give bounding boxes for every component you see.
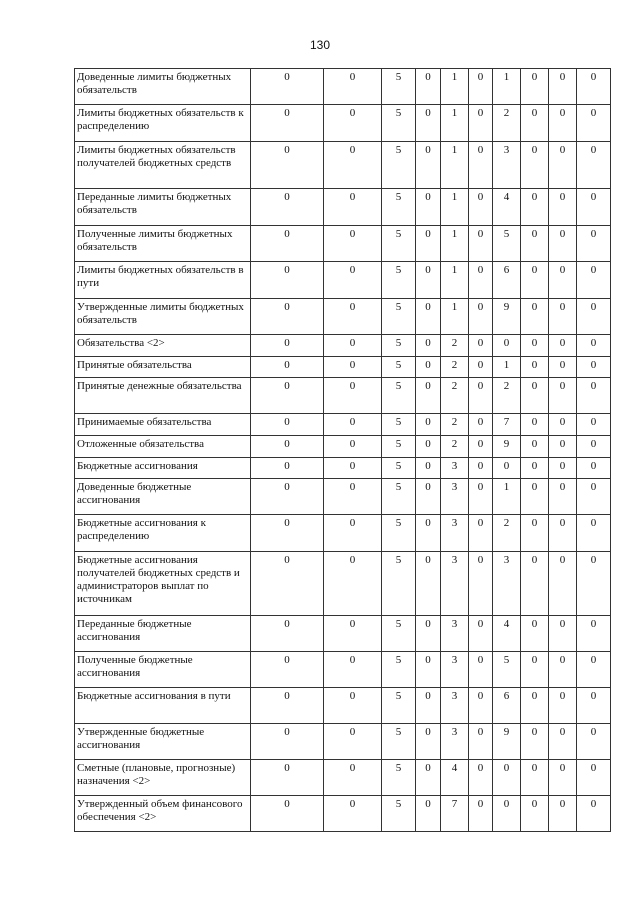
code-digit: 1 xyxy=(441,189,469,226)
table-row xyxy=(75,189,611,226)
code-digit: 0 xyxy=(251,458,324,479)
table-row xyxy=(75,226,611,262)
code-digit: 0 xyxy=(521,335,549,357)
code-digit: 0 xyxy=(521,105,549,142)
code-digit: 0 xyxy=(251,688,324,724)
table-row xyxy=(75,724,611,760)
row-name: Бюджетные ассигнования в пути xyxy=(75,688,251,724)
code-digit: 0 xyxy=(324,299,382,335)
row-name: Доведенные лимиты бюджетных обязательств xyxy=(75,69,251,105)
code-digit: 0 xyxy=(251,335,324,357)
code-digit: 0 xyxy=(549,724,577,760)
code-digit: 0 xyxy=(324,479,382,515)
code-digit: 0 xyxy=(521,515,549,552)
code-digit: 2 xyxy=(441,357,469,378)
code-digit: 1 xyxy=(493,357,521,378)
code-digit: 2 xyxy=(441,335,469,357)
code-digit: 0 xyxy=(416,335,441,357)
code-digit: 0 xyxy=(324,105,382,142)
code-digit: 2 xyxy=(493,515,521,552)
code-digit: 0 xyxy=(549,378,577,414)
code-digit: 0 xyxy=(324,69,382,105)
code-digit: 0 xyxy=(416,357,441,378)
code-digit: 5 xyxy=(382,458,416,479)
code-digit: 0 xyxy=(549,414,577,436)
code-digit: 0 xyxy=(251,262,324,299)
code-digit: 5 xyxy=(382,552,416,616)
code-digit: 5 xyxy=(382,796,416,832)
code-digit: 0 xyxy=(324,436,382,458)
code-digit: 5 xyxy=(382,262,416,299)
code-digit: 0 xyxy=(577,616,611,652)
code-digit: 0 xyxy=(549,189,577,226)
code-digit: 0 xyxy=(521,378,549,414)
code-digit: 5 xyxy=(382,724,416,760)
code-digit: 0 xyxy=(416,189,441,226)
code-digit: 0 xyxy=(549,688,577,724)
code-digit: 0 xyxy=(416,436,441,458)
row-name: Утвержденные бюджетные ассигнования xyxy=(75,724,251,760)
code-digit: 0 xyxy=(251,616,324,652)
code-digit: 0 xyxy=(469,796,493,832)
code-digit: 0 xyxy=(521,552,549,616)
row-name: Переданные бюджетные ассигнования xyxy=(75,616,251,652)
code-digit: 0 xyxy=(577,652,611,688)
code-digit: 0 xyxy=(521,299,549,335)
code-digit: 7 xyxy=(493,414,521,436)
row-name: Полученные бюджетные ассигнования xyxy=(75,652,251,688)
code-digit: 0 xyxy=(324,262,382,299)
code-digit: 3 xyxy=(441,458,469,479)
code-digit: 1 xyxy=(441,69,469,105)
row-name: Принимаемые обязательства xyxy=(75,414,251,436)
code-digit: 0 xyxy=(577,458,611,479)
code-digit: 0 xyxy=(416,142,441,189)
code-digit: 0 xyxy=(416,616,441,652)
table-row xyxy=(75,552,611,616)
code-digit: 1 xyxy=(493,69,521,105)
table-row xyxy=(75,796,611,832)
code-digit: 1 xyxy=(441,299,469,335)
table-row xyxy=(75,479,611,515)
code-digit: 0 xyxy=(251,69,324,105)
row-name: Отложенные обязательства xyxy=(75,436,251,458)
code-digit: 0 xyxy=(416,552,441,616)
code-digit: 0 xyxy=(577,414,611,436)
code-digit: 0 xyxy=(469,189,493,226)
code-digit: 0 xyxy=(251,142,324,189)
code-digit: 0 xyxy=(251,515,324,552)
code-digit: 9 xyxy=(493,436,521,458)
code-digit: 0 xyxy=(251,760,324,796)
code-digit: 3 xyxy=(493,142,521,189)
code-digit: 5 xyxy=(382,189,416,226)
row-name: Сметные (плановые, прогнозные) назначения <2> xyxy=(75,760,251,796)
code-digit: 0 xyxy=(469,69,493,105)
code-digit: 0 xyxy=(416,378,441,414)
code-digit: 6 xyxy=(493,262,521,299)
code-digit: 0 xyxy=(577,69,611,105)
code-digit: 3 xyxy=(441,652,469,688)
code-digit: 0 xyxy=(469,335,493,357)
code-digit: 0 xyxy=(577,515,611,552)
code-digit: 0 xyxy=(469,142,493,189)
code-digit: 0 xyxy=(251,299,324,335)
code-digit: 0 xyxy=(416,69,441,105)
code-digit: 7 xyxy=(441,796,469,832)
row-name: Бюджетные ассигнования к распределению xyxy=(75,515,251,552)
code-digit: 3 xyxy=(441,724,469,760)
code-digit: 0 xyxy=(251,414,324,436)
code-digit: 0 xyxy=(577,436,611,458)
code-digit: 2 xyxy=(441,378,469,414)
code-digit: 0 xyxy=(577,796,611,832)
table-row xyxy=(75,616,611,652)
code-digit: 0 xyxy=(521,189,549,226)
code-digit: 0 xyxy=(324,189,382,226)
code-digit: 2 xyxy=(493,378,521,414)
code-digit: 0 xyxy=(549,760,577,796)
table-row xyxy=(75,760,611,796)
code-digit: 4 xyxy=(493,616,521,652)
code-digit: 0 xyxy=(577,335,611,357)
code-digit: 0 xyxy=(324,414,382,436)
code-digit: 0 xyxy=(577,299,611,335)
row-name: Лимиты бюджетных обязательств к распределению xyxy=(75,105,251,142)
code-digit: 0 xyxy=(251,552,324,616)
code-digit: 0 xyxy=(521,688,549,724)
code-digit: 0 xyxy=(577,378,611,414)
accounts-table xyxy=(74,68,611,832)
row-name: Лимиты бюджетных обязательств получателей бюджетных средств xyxy=(75,142,251,189)
row-name: Переданные лимиты бюджетных обязательств xyxy=(75,189,251,226)
code-digit: 1 xyxy=(441,105,469,142)
code-digit: 0 xyxy=(549,335,577,357)
row-name: Лимиты бюджетных обязательств в пути xyxy=(75,262,251,299)
code-digit: 5 xyxy=(493,226,521,262)
code-digit: 5 xyxy=(382,652,416,688)
table-row xyxy=(75,335,611,357)
code-digit: 0 xyxy=(549,357,577,378)
code-digit: 2 xyxy=(493,105,521,142)
code-digit: 0 xyxy=(416,724,441,760)
code-digit: 0 xyxy=(416,760,441,796)
row-name: Обязательства <2> xyxy=(75,335,251,357)
code-digit: 5 xyxy=(382,226,416,262)
code-digit: 0 xyxy=(549,436,577,458)
code-digit: 1 xyxy=(493,479,521,515)
code-digit: 0 xyxy=(251,724,324,760)
code-digit: 0 xyxy=(521,69,549,105)
code-digit: 0 xyxy=(416,688,441,724)
code-digit: 3 xyxy=(441,479,469,515)
code-digit: 0 xyxy=(577,552,611,616)
code-digit: 0 xyxy=(493,458,521,479)
code-digit: 0 xyxy=(324,688,382,724)
code-digit: 0 xyxy=(493,335,521,357)
code-digit: 0 xyxy=(469,724,493,760)
code-digit: 2 xyxy=(441,436,469,458)
code-digit: 0 xyxy=(521,142,549,189)
code-digit: 0 xyxy=(469,378,493,414)
code-digit: 0 xyxy=(324,760,382,796)
code-digit: 0 xyxy=(416,299,441,335)
code-digit: 5 xyxy=(382,357,416,378)
table-row xyxy=(75,515,611,552)
code-digit: 0 xyxy=(577,262,611,299)
table-row xyxy=(75,688,611,724)
code-digit: 0 xyxy=(493,760,521,796)
code-digit: 3 xyxy=(441,616,469,652)
code-digit: 0 xyxy=(324,652,382,688)
row-name: Принятые денежные обязательства xyxy=(75,378,251,414)
code-digit: 1 xyxy=(441,226,469,262)
code-digit: 0 xyxy=(549,652,577,688)
row-name: Бюджетные ассигнования xyxy=(75,458,251,479)
code-digit: 6 xyxy=(493,688,521,724)
code-digit: 0 xyxy=(251,105,324,142)
code-digit: 0 xyxy=(549,299,577,335)
code-digit: 5 xyxy=(382,378,416,414)
code-digit: 0 xyxy=(549,515,577,552)
code-digit: 0 xyxy=(324,142,382,189)
code-digit: 4 xyxy=(493,189,521,226)
code-digit: 0 xyxy=(469,414,493,436)
code-digit: 3 xyxy=(441,688,469,724)
code-digit: 5 xyxy=(382,688,416,724)
code-digit: 5 xyxy=(493,652,521,688)
code-digit: 0 xyxy=(521,436,549,458)
code-digit: 0 xyxy=(549,616,577,652)
code-digit: 0 xyxy=(521,262,549,299)
code-digit: 0 xyxy=(549,105,577,142)
table-row xyxy=(75,458,611,479)
code-digit: 0 xyxy=(577,189,611,226)
code-digit: 0 xyxy=(251,378,324,414)
code-digit: 0 xyxy=(577,724,611,760)
code-digit: 0 xyxy=(416,479,441,515)
code-digit: 0 xyxy=(577,760,611,796)
code-digit: 0 xyxy=(416,515,441,552)
code-digit: 0 xyxy=(251,189,324,226)
table-row xyxy=(75,414,611,436)
code-digit: 0 xyxy=(521,652,549,688)
code-digit: 5 xyxy=(382,299,416,335)
row-name: Утвержденные лимиты бюджетных обязательств xyxy=(75,299,251,335)
code-digit: 5 xyxy=(382,616,416,652)
code-digit: 3 xyxy=(441,552,469,616)
code-digit: 0 xyxy=(577,357,611,378)
code-digit: 0 xyxy=(521,357,549,378)
code-digit: 3 xyxy=(493,552,521,616)
code-digit: 9 xyxy=(493,724,521,760)
table-row xyxy=(75,262,611,299)
code-digit: 0 xyxy=(577,142,611,189)
code-digit: 0 xyxy=(324,458,382,479)
code-digit: 0 xyxy=(324,378,382,414)
code-digit: 0 xyxy=(469,552,493,616)
code-digit: 0 xyxy=(521,724,549,760)
table-row xyxy=(75,299,611,335)
code-digit: 0 xyxy=(324,226,382,262)
code-digit: 0 xyxy=(469,688,493,724)
table-row xyxy=(75,69,611,105)
code-digit: 0 xyxy=(251,436,324,458)
code-digit: 0 xyxy=(469,105,493,142)
table-row xyxy=(75,378,611,414)
table-row xyxy=(75,652,611,688)
code-digit: 0 xyxy=(469,357,493,378)
row-name: Бюджетные ассигнования получателей бюджетных средств и администраторов выплат по источникам xyxy=(75,552,251,616)
table-row xyxy=(75,436,611,458)
table-row xyxy=(75,142,611,189)
code-digit: 0 xyxy=(549,796,577,832)
code-digit: 0 xyxy=(324,335,382,357)
code-digit: 0 xyxy=(549,142,577,189)
code-digit: 0 xyxy=(549,458,577,479)
code-digit: 0 xyxy=(469,226,493,262)
code-digit: 0 xyxy=(469,436,493,458)
code-digit: 0 xyxy=(549,69,577,105)
code-digit: 5 xyxy=(382,69,416,105)
code-digit: 0 xyxy=(521,616,549,652)
code-digit: 0 xyxy=(521,226,549,262)
code-digit: 0 xyxy=(416,796,441,832)
code-digit: 0 xyxy=(251,357,324,378)
code-digit: 5 xyxy=(382,436,416,458)
code-digit: 0 xyxy=(577,479,611,515)
code-digit: 0 xyxy=(324,552,382,616)
code-digit: 0 xyxy=(251,226,324,262)
code-digit: 0 xyxy=(493,796,521,832)
code-digit: 0 xyxy=(577,688,611,724)
code-digit: 0 xyxy=(469,299,493,335)
code-digit: 0 xyxy=(577,226,611,262)
code-digit: 0 xyxy=(549,552,577,616)
row-name: Утвержденный объем финансового обеспечения <2> xyxy=(75,796,251,832)
code-digit: 1 xyxy=(441,142,469,189)
code-digit: 5 xyxy=(382,760,416,796)
code-digit: 1 xyxy=(441,262,469,299)
code-digit: 0 xyxy=(577,105,611,142)
code-digit: 0 xyxy=(324,616,382,652)
code-digit: 0 xyxy=(416,458,441,479)
code-digit: 5 xyxy=(382,414,416,436)
code-digit: 5 xyxy=(382,142,416,189)
table-row xyxy=(75,105,611,142)
code-digit: 0 xyxy=(521,414,549,436)
code-digit: 0 xyxy=(469,652,493,688)
code-digit: 0 xyxy=(324,796,382,832)
code-digit: 0 xyxy=(416,226,441,262)
code-digit: 0 xyxy=(416,105,441,142)
code-digit: 0 xyxy=(251,479,324,515)
code-digit: 0 xyxy=(469,760,493,796)
row-name: Принятые обязательства xyxy=(75,357,251,378)
code-digit: 0 xyxy=(416,652,441,688)
code-digit: 0 xyxy=(549,226,577,262)
code-digit: 5 xyxy=(382,105,416,142)
code-digit: 0 xyxy=(324,515,382,552)
table-row xyxy=(75,357,611,378)
code-digit: 0 xyxy=(469,616,493,652)
code-digit: 0 xyxy=(324,357,382,378)
code-digit: 5 xyxy=(382,479,416,515)
code-digit: 4 xyxy=(441,760,469,796)
code-digit: 0 xyxy=(251,796,324,832)
code-digit: 0 xyxy=(324,724,382,760)
page-number: 130 xyxy=(309,38,331,52)
code-digit: 0 xyxy=(549,262,577,299)
code-digit: 0 xyxy=(521,760,549,796)
code-digit: 0 xyxy=(416,414,441,436)
row-name: Полученные лимиты бюджетных обязательств xyxy=(75,226,251,262)
code-digit: 2 xyxy=(441,414,469,436)
code-digit: 0 xyxy=(469,515,493,552)
code-digit: 0 xyxy=(521,796,549,832)
code-digit: 0 xyxy=(469,458,493,479)
code-digit: 0 xyxy=(251,652,324,688)
code-digit: 0 xyxy=(549,479,577,515)
code-digit: 0 xyxy=(521,479,549,515)
code-digit: 0 xyxy=(416,262,441,299)
row-name: Доведенные бюджетные ассигнования xyxy=(75,479,251,515)
code-digit: 3 xyxy=(441,515,469,552)
code-digit: 0 xyxy=(469,479,493,515)
code-digit: 0 xyxy=(469,262,493,299)
code-digit: 9 xyxy=(493,299,521,335)
code-digit: 5 xyxy=(382,515,416,552)
code-digit: 5 xyxy=(382,335,416,357)
code-digit: 0 xyxy=(521,458,549,479)
